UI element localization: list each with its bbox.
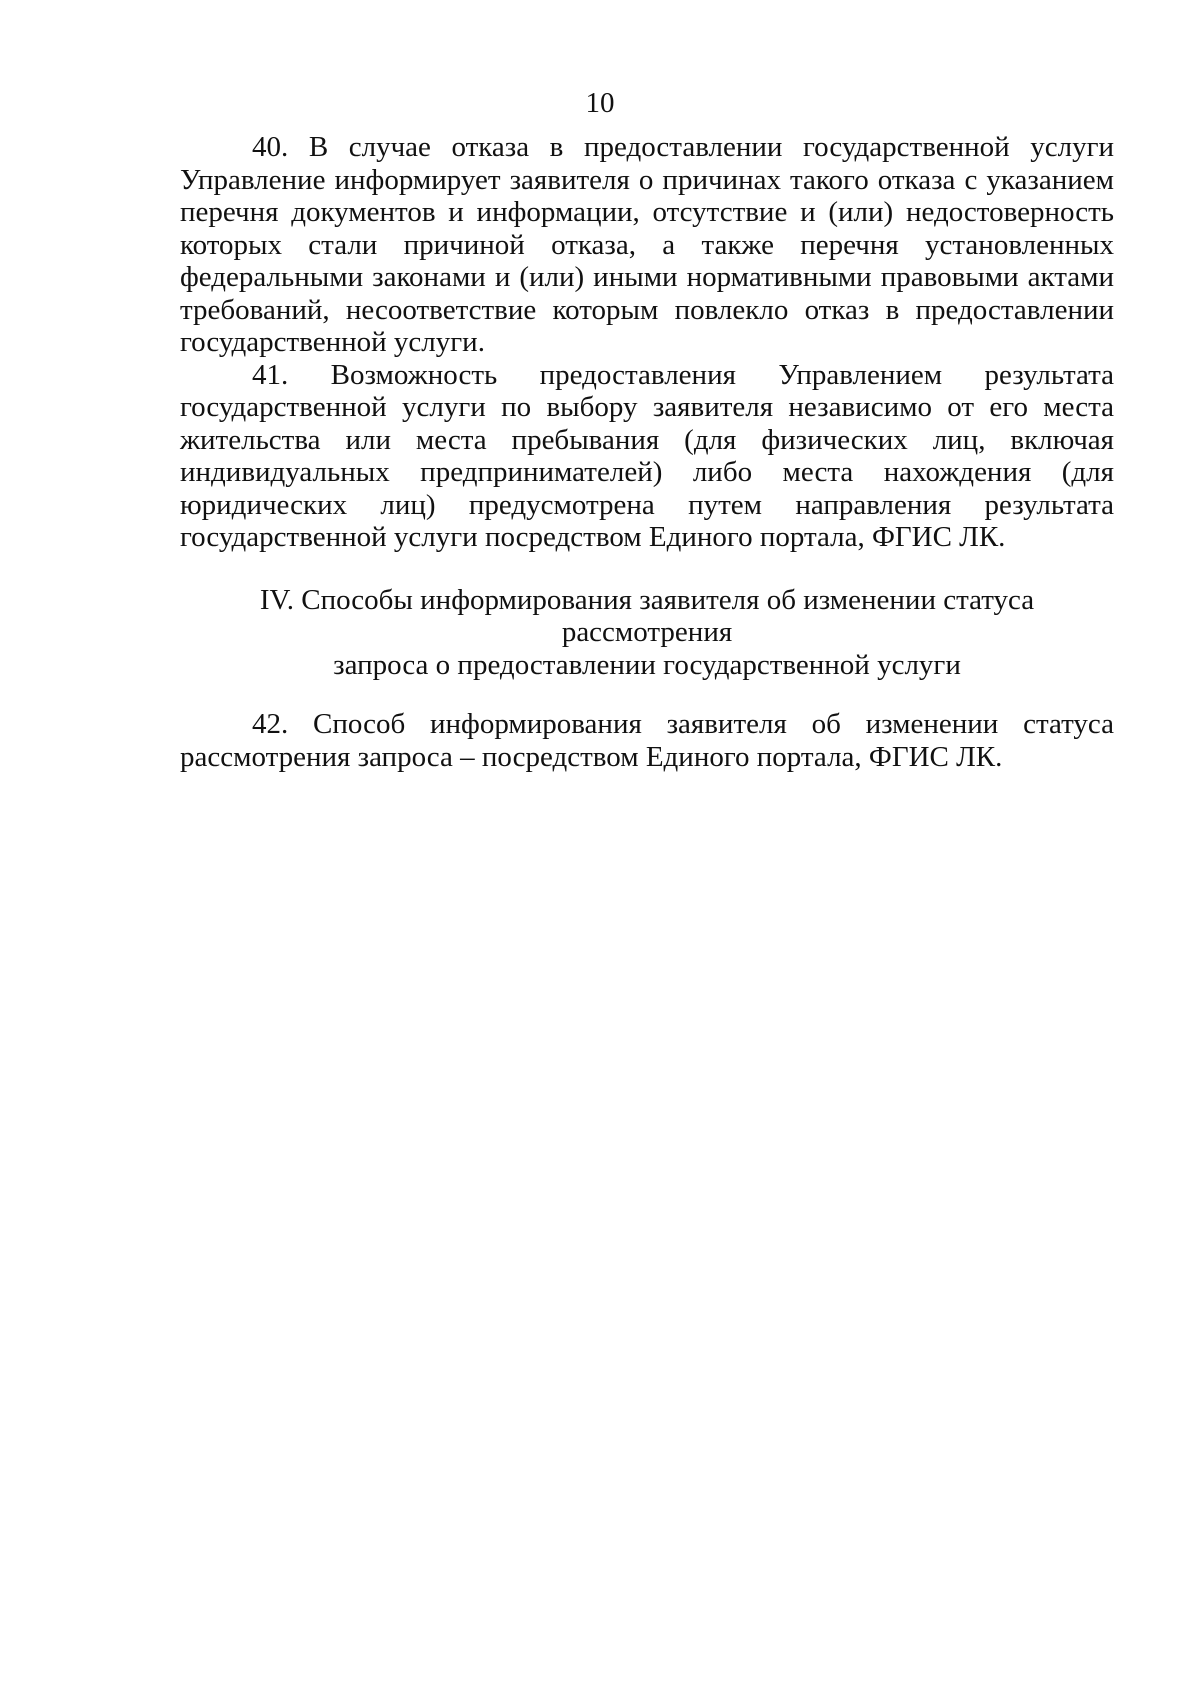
section-heading-line-2: запроса о предоставлении государственной услуги [333,648,961,681]
paragraph-41: 41. Возможность предоставления Управлением результата государственной услуги по выбору заявителя независимо от его места жительства или места пребывания (для физических лиц, включая индивидуальных предпринимателей) либо места нахождения (для юридических лиц) предусмотрена путем направления результата государственной услуги посредством Единого портала, ФГИС ЛК. [180,358,1114,553]
paragraph-42: 42. Способ информирования заявителя об изменении статуса рассмотрения запроса – посредством Единого портала, ФГИС ЛК. [180,708,1114,773]
section-heading-line-1: IV. Способы информирования заявителя об изменении статуса рассмотрения [259,583,1035,648]
page-number: 10 [585,87,615,119]
section-heading-iv [180,584,1114,682]
document-content [180,131,1114,773]
paragraph-40: 40. В случае отказа в предоставлении государственной услуги Управление информирует заявителя о причинах такого отказа с указанием перечня документов и информации, отсутствие и (или) недостоверность которых стали причиной отказа, а также перечня установленных федеральными законами и (или) иными нормативными правовыми актами требований, несоответствие которым повлекло отказ в предоставлении государственной услуги. [180,131,1114,358]
